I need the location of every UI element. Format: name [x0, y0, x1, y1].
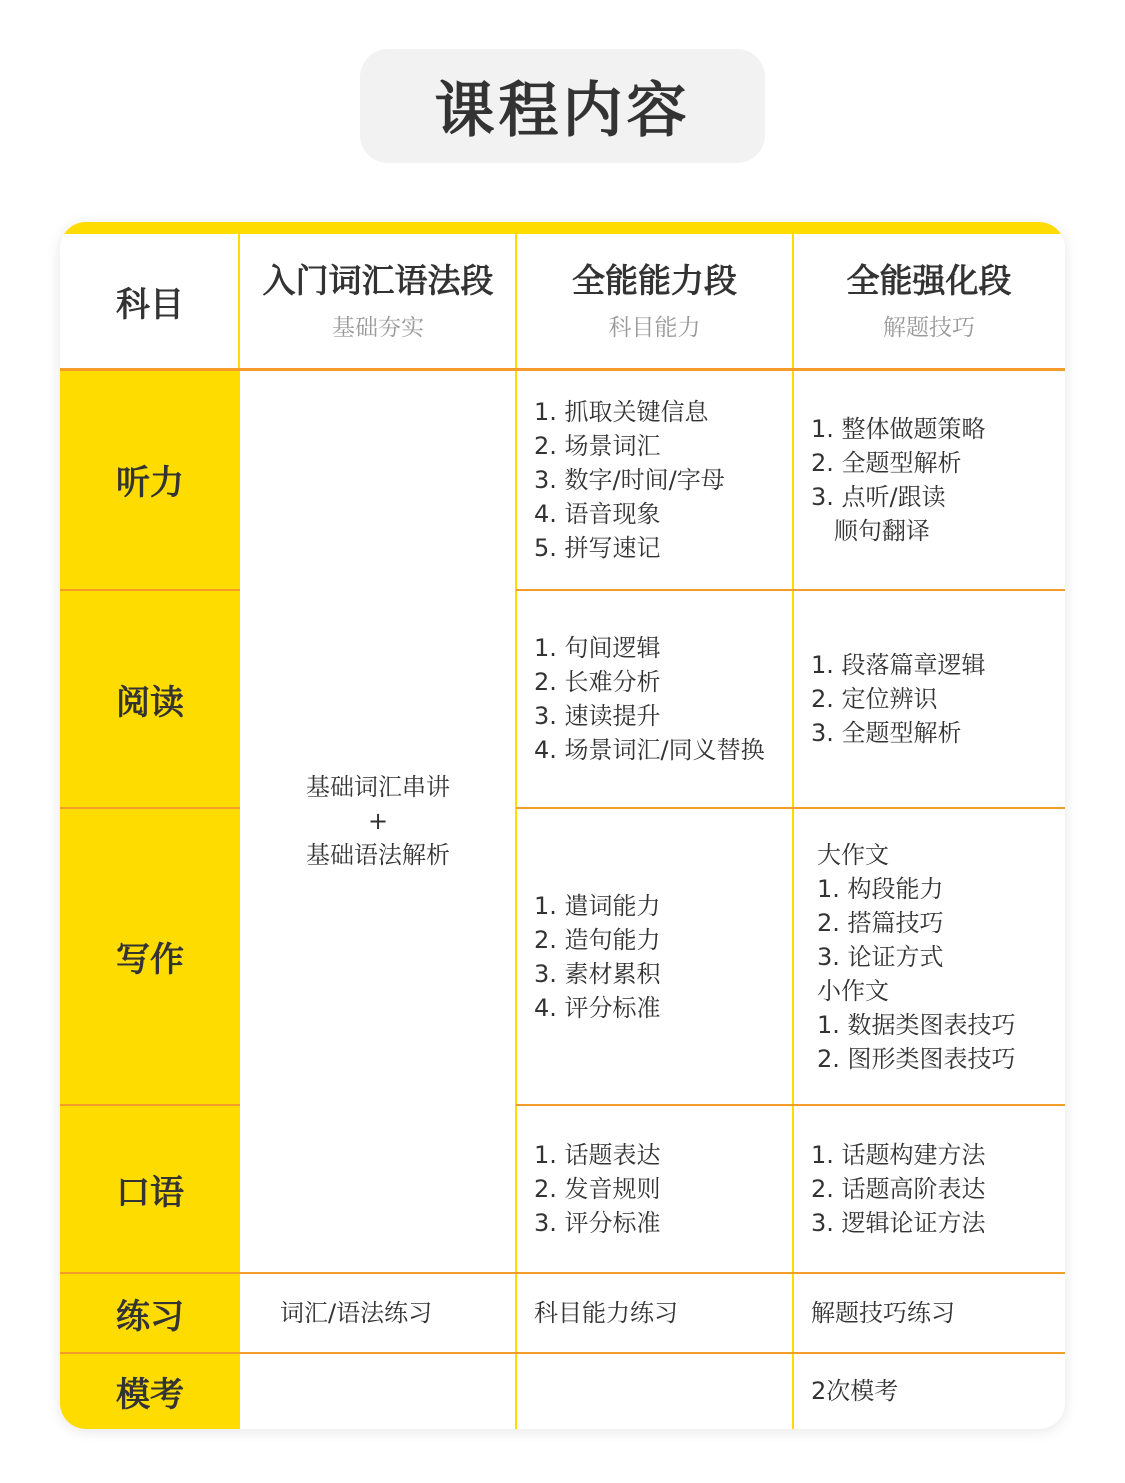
header-subject	[60, 234, 240, 369]
entry-line: 基础词汇串讲	[306, 773, 450, 801]
list-item: 4. 场景词汇/同义替换	[534, 736, 765, 764]
writing-skills-list	[793, 808, 1065, 1105]
list-item: 1. 构段能力	[817, 874, 944, 903]
speaking-skills-list	[793, 1105, 1065, 1273]
practice-skills: 解题技巧练习	[811, 1299, 955, 1327]
list-item: 顺句翻译	[811, 516, 930, 545]
grid-line	[60, 368, 1065, 371]
entry-line: 基础语法解析	[306, 841, 450, 869]
header-entry-title: 入门词汇语法段	[262, 261, 494, 300]
list-item: 2. 定位辨识	[811, 685, 938, 713]
list-item: 2. 图形类图表技巧	[817, 1044, 1016, 1073]
subject-practice: 练习	[116, 1296, 184, 1337]
list-item: 4. 语音现象	[534, 499, 661, 528]
subject-mock: 模考	[116, 1374, 184, 1415]
mock-entry-cell	[240, 1353, 516, 1429]
writing-ability-list	[516, 808, 793, 1105]
header-skills-stage	[793, 234, 1065, 369]
list-item: 1. 整体做题策略	[811, 414, 986, 443]
grid-line	[60, 807, 240, 809]
speaking-ability-list	[516, 1105, 793, 1273]
header-skills-subtitle: 解题技巧	[883, 315, 975, 341]
list-item: 2. 发音规则	[534, 1175, 661, 1203]
subject-reading: 阅读	[116, 682, 184, 723]
list-item: 1. 抓取关键信息	[534, 397, 709, 426]
practice-skills-cell	[793, 1273, 1065, 1353]
list-item: 3. 逻辑论证方法	[811, 1209, 986, 1237]
mock-ability-cell	[516, 1353, 793, 1429]
list-item: 5. 拼写速记	[534, 533, 661, 562]
list-item: 2. 搭篇技巧	[817, 908, 944, 937]
grid-line	[238, 234, 240, 369]
list-item: 2. 场景词汇	[534, 431, 661, 460]
header-entry-subtitle: 基础夯实	[332, 315, 424, 341]
list-item: 3. 评分标准	[534, 1209, 661, 1237]
list-item: 1. 段落篇章逻辑	[811, 651, 986, 679]
grid-line	[60, 1104, 240, 1106]
list-item: 2. 长难分析	[534, 668, 661, 696]
title-pill	[360, 49, 765, 163]
header-subject-label: 科目	[116, 285, 184, 325]
header-ability-stage	[516, 234, 793, 369]
subject-listening: 听力	[116, 463, 184, 503]
subject-speaking: 口语	[116, 1172, 184, 1213]
grid-line	[60, 1272, 1065, 1274]
list-item: 3. 点听/跟读	[811, 482, 946, 511]
list-item: 2. 话题高阶表达	[811, 1175, 986, 1203]
grid-line	[792, 234, 794, 1429]
grid-line	[515, 234, 517, 1429]
listening-skills-list	[793, 369, 1065, 590]
list-item: 3. 数字/时间/字母	[534, 465, 725, 494]
reading-skills-list	[793, 590, 1065, 808]
list-item: 大作文	[817, 840, 889, 869]
list-item: 2. 造句能力	[534, 925, 661, 954]
reading-ability-list	[516, 590, 793, 808]
table-top-bar	[60, 222, 1065, 234]
practice-entry: 词汇/语法练习	[280, 1299, 433, 1327]
header-ability-subtitle: 科目能力	[608, 315, 701, 341]
list-item: 1. 遣词能力	[534, 891, 661, 920]
header-ability-title: 全能能力段	[572, 261, 737, 300]
page-title: 课程内容	[434, 76, 691, 146]
list-item: 小作文	[817, 976, 889, 1005]
list-item: 2. 全题型解析	[811, 448, 962, 477]
entry-stage-content	[240, 369, 516, 1273]
entry-line: +	[367, 807, 389, 835]
subject-writing: 写作	[116, 940, 184, 980]
mock-skills-cell	[793, 1353, 1065, 1429]
grid-line	[60, 589, 240, 591]
grid-line	[60, 1352, 1065, 1354]
practice-ability: 科目能力练习	[534, 1299, 678, 1327]
list-item: 1. 句间逻辑	[534, 634, 661, 662]
grid-line	[516, 1104, 1065, 1106]
grid-line	[516, 807, 1065, 809]
list-item: 3. 全题型解析	[811, 719, 962, 747]
list-item: 1. 话题表达	[534, 1141, 661, 1169]
practice-entry-cell	[240, 1273, 516, 1353]
list-item: 3. 速读提升	[534, 702, 661, 730]
practice-ability-cell	[516, 1273, 793, 1353]
grid-line	[516, 589, 1065, 591]
mock-skills: 2次模考	[811, 1377, 899, 1405]
list-item: 4. 评分标准	[534, 993, 661, 1022]
course-table	[60, 222, 1065, 1429]
list-item: 1. 话题构建方法	[811, 1141, 986, 1169]
list-item: 3. 论证方式	[817, 942, 944, 971]
listening-ability-list	[516, 369, 793, 590]
header-skills-title: 全能强化段	[846, 261, 1012, 300]
list-item: 3. 素材累积	[534, 959, 661, 988]
list-item: 1. 数据类图表技巧	[817, 1010, 1016, 1039]
header-entry-stage	[240, 234, 516, 369]
